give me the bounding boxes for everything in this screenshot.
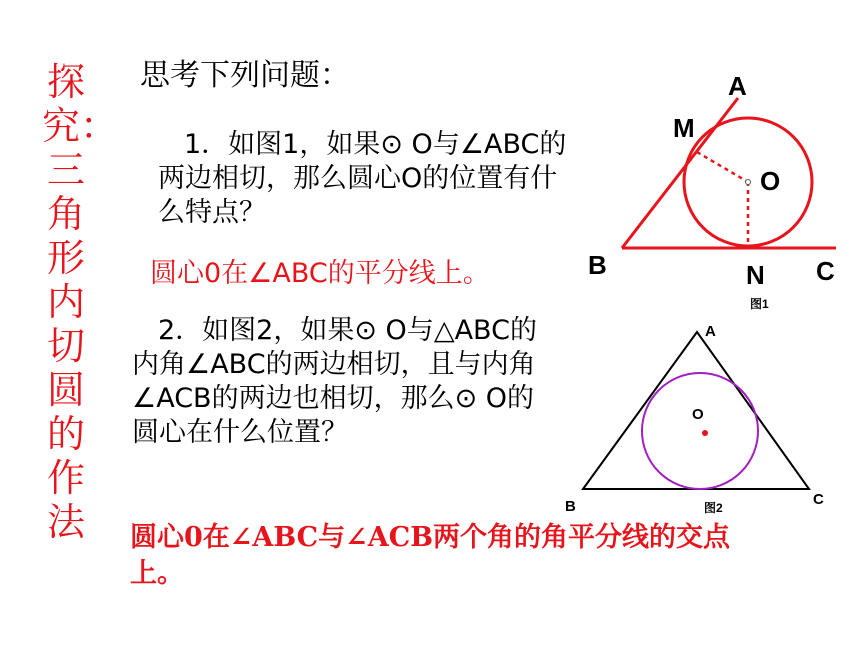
label-c-1: C [816,256,835,286]
figure-1 [588,71,836,311]
question-2: 2．如图2，如果⊙ O与△ABC的内角∠ABC的两边相切，且与内角∠ACB的两边也相切，那么⊙ O的圆心在什么位置？ [132,315,537,448]
incircle-2 [642,373,758,489]
center-o-2 [702,430,708,436]
label-o-2: O [692,406,704,423]
page-heading: 思考下列问题： [140,58,350,93]
label-a-1: A [728,71,747,101]
answer-2: 圆心0在∠ABC与∠ACB两个角的角平分线的交点上。 [130,522,731,589]
caption-figure-1: 图1 [750,297,769,311]
question-1: 1．如图1，如果⊙ O与∠ABC的两边相切，那么圆心O的位置有什么特点？ [158,129,567,228]
label-o-1: O [760,166,781,196]
caption-figure-2: 图2 [704,501,723,515]
figure-2 [565,323,824,515]
radius-om [697,152,748,182]
label-a-2: A [705,323,716,340]
label-b-2: B [565,498,576,515]
answer-1: 圆心0在∠ABC的平分线上。 [150,258,490,289]
label-m-1: M [673,113,695,143]
center-o-1 [746,180,751,185]
label-c-2: C [813,491,824,508]
label-n-1: N [746,260,765,290]
label-b-1: B [588,250,607,280]
vertical-title: 探究：三角形内切圆的作法 [42,60,119,544]
